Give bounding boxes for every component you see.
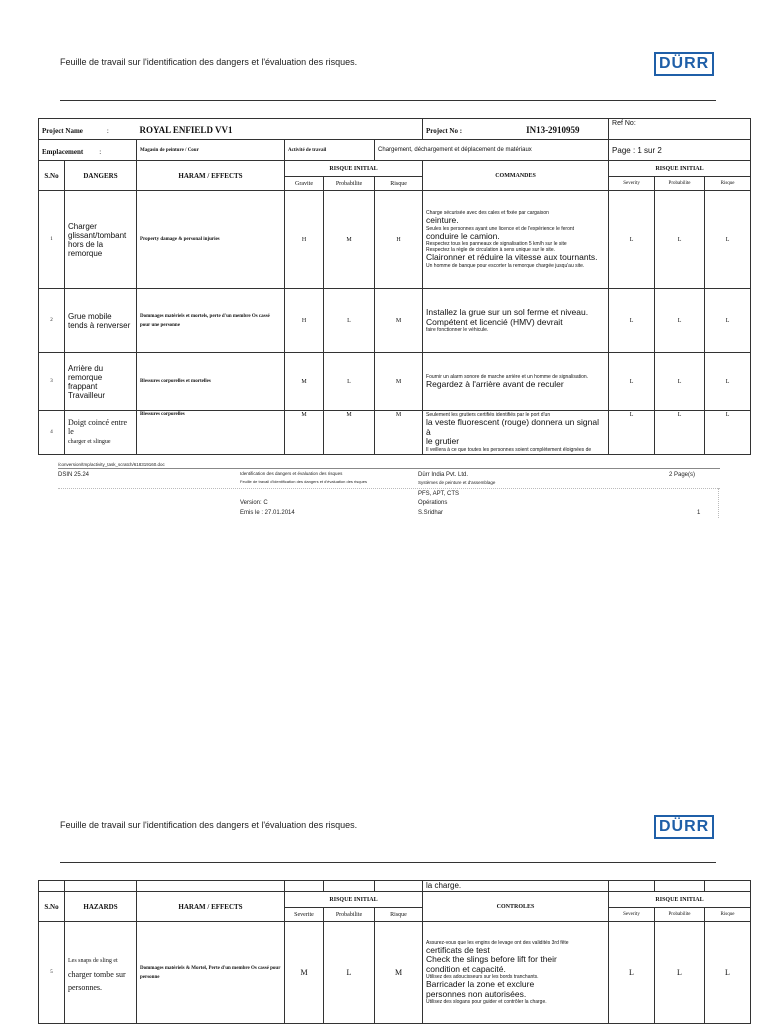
- gravite-value: M: [285, 353, 324, 411]
- risque-2-value: L: [705, 353, 751, 411]
- control-line: personnes non autorisées.: [426, 988, 527, 999]
- risk-table-page2: [38, 880, 751, 1024]
- risque-value: H: [375, 191, 423, 289]
- risque-2-value: L: [705, 289, 751, 353]
- durr-logo: DÜRR: [654, 815, 714, 839]
- gravite-value: H: [285, 289, 324, 353]
- controls-cell: [423, 353, 609, 411]
- activity-label: Activité de travail: [285, 140, 375, 161]
- control-line: Charge sécurisée avec des cales et fixée par cargaison: [426, 210, 549, 217]
- risque-2-value: L: [705, 191, 751, 289]
- probabilite-2-value: L: [655, 353, 705, 411]
- effect-text: Dommages matériels & Mortel, Perte d'un membre Os cassé pour personne: [137, 922, 285, 1024]
- col-risk-initial-2: RISQUE INITIAL: [609, 892, 751, 908]
- col-commandes: COMMANDES: [423, 161, 609, 191]
- col-risque-2: Risque: [705, 908, 751, 922]
- danger-text: Doigt coincé entre le: [68, 417, 128, 436]
- controls-cell: [423, 289, 609, 353]
- risque-value: M: [375, 289, 423, 353]
- danger-text: Arrière du remorque frappant Travailleur: [65, 353, 137, 411]
- table-row: [39, 289, 751, 353]
- footer-doc-title: Identification des dangers et évaluation des risques: [240, 471, 343, 476]
- control-line: Fournir un alarm sonore de marche arrière et un homme de signalisation.: [426, 373, 589, 380]
- footer-dotted-line: [58, 488, 720, 489]
- page-info: Page : 1 sur 2: [609, 140, 751, 161]
- footer-doc-sub: Feuille de travail d'identification des dangers et d'évaluation des risques: [240, 479, 367, 484]
- activity-value: Chargement, déchargement et déplacement de matériaux: [375, 140, 609, 161]
- control-line: le grutier: [426, 436, 460, 446]
- control-line: conduire le camion.: [426, 230, 500, 241]
- col-dangers: DANGERS: [65, 161, 137, 191]
- row-number: 2: [39, 289, 65, 353]
- severity-value: L: [609, 411, 655, 455]
- emplacement-label: Emplacement: [42, 148, 84, 156]
- probabilite-2-value: L: [655, 289, 705, 353]
- table-row: [39, 922, 751, 1024]
- col-probabilite-2: Probabilite: [655, 908, 705, 922]
- risque-value: M: [375, 353, 423, 411]
- probabilite-2-value: L: [655, 922, 705, 1024]
- control-line: Claironner et réduire la vitesse aux tournants.: [426, 252, 598, 263]
- footer-dsin: DSIN 25.24: [58, 472, 90, 478]
- control-line: Assurez-vous que les engins de levage ont des validités 3rd fête: [426, 939, 569, 946]
- col-severity: Severity: [609, 177, 655, 191]
- risque-value: M: [375, 411, 423, 455]
- column-header-row: [39, 892, 751, 908]
- control-line: Check the slings before lift for their: [426, 954, 557, 965]
- footer-page-no: 1: [697, 510, 701, 516]
- control-line: certificats de test: [426, 944, 490, 955]
- danger-text: Grue mobile tends à renverser: [65, 289, 137, 353]
- risque-2-value: L: [705, 411, 751, 455]
- effect-text: Dommages matériels et mortels, perte d'un membre Os cassé pour une personne: [137, 289, 285, 353]
- durr-logo: DÜRR: [654, 52, 714, 76]
- col-effects: HARAM / EFFECTS: [137, 892, 285, 922]
- table-row: [39, 191, 751, 289]
- project-name-label: Project Name: [42, 127, 83, 135]
- control-line: Respectez tous les panneaux de signalisation 5 km/h sur le site: [426, 241, 567, 248]
- row-number: 5: [39, 922, 65, 1024]
- page2-title: Feuille de travail sur l'identification des dangers et l'évaluation des risques.: [60, 820, 358, 830]
- project-name-value: ROYAL ENFIELD VV1: [139, 125, 233, 135]
- control-line: condition et capacité.: [426, 963, 506, 974]
- footer-pages: 2 Page(s): [669, 472, 696, 478]
- control-line: faire fonctionner le véhicule.: [426, 327, 489, 333]
- probabilite-2-value: L: [655, 191, 705, 289]
- col-sno: S.No: [39, 892, 65, 922]
- probabilite-value: L: [324, 922, 375, 1024]
- hazard-line: Les snaps de sling et: [68, 958, 118, 964]
- column-header-row: [39, 161, 751, 177]
- hazard-line: personnes.: [68, 983, 102, 992]
- gravite-value: H: [285, 191, 324, 289]
- control-line: Compétent et licencié (HMV) devrait: [426, 316, 563, 327]
- risk-table-page1: [38, 118, 751, 455]
- footer-dotted-edge: [718, 488, 719, 518]
- footer-version: Version: C: [240, 500, 268, 506]
- col-risque-2: Risque: [705, 177, 751, 191]
- gravite-value: M: [285, 922, 324, 1024]
- colon: :: [106, 127, 109, 135]
- effect-text: Property damage & personal injuries: [137, 191, 285, 289]
- footer-divider: [58, 468, 720, 469]
- ref-no: Ref No:: [609, 119, 751, 140]
- row-number: 3: [39, 353, 65, 411]
- colon: :: [99, 148, 102, 156]
- footer-ops: Opérations: [418, 500, 448, 506]
- col-severite: Severite: [285, 908, 324, 922]
- control-line: Regardez à l'arrière avant de reculer: [426, 378, 564, 389]
- footer-dept: PFS, APT, CTS: [418, 491, 460, 497]
- probabilite-value: M: [324, 191, 375, 289]
- row-number: 1: [39, 191, 65, 289]
- control-line: Installez la grue sur un sol ferme et niveau.: [426, 307, 589, 317]
- controls-cell: [423, 191, 609, 289]
- col-controles: CONTROLES: [423, 892, 609, 922]
- control-line: ceinture.: [426, 215, 459, 226]
- footer-emis: Emis le : 27.01.2014: [240, 510, 295, 516]
- emplacement-row: [39, 140, 751, 161]
- col-risque: Risque: [375, 177, 423, 191]
- gravite-value: M: [285, 411, 324, 455]
- col-probabilite-2: Probabilite: [655, 177, 705, 191]
- title-divider: [60, 100, 716, 101]
- control-line: Seules les personnes ayant une licence et de l'expérience le feront: [426, 225, 575, 232]
- control-line: Seulement les grutiers certifiés identifiés par le port d'un: [426, 412, 551, 418]
- col-hazards: HAZARDS: [65, 892, 137, 922]
- danger-text-small: charger et slingue: [68, 438, 111, 445]
- row-number: 4: [39, 411, 65, 455]
- probabilite-2-value: L: [655, 411, 705, 455]
- hazard-line: charger tombe sur: [68, 970, 126, 979]
- page1-title: Feuille de travail sur l'identification des dangers et l'évaluation des risques.: [60, 57, 358, 67]
- table-row: [39, 353, 751, 411]
- effect-text: Blessures corporelles et mortelles: [137, 353, 285, 411]
- control-line: Un homme de banque pour escorter la remorque chargée jusqu'au site.: [426, 262, 585, 269]
- col-gravite: Gravite: [285, 177, 324, 191]
- controls-cell: [423, 922, 609, 1024]
- project-no-value: IN13-2910959: [526, 125, 580, 135]
- col-severity: Severity: [609, 908, 655, 922]
- carryover-row: [39, 881, 751, 892]
- risque-2-value: L: [705, 922, 751, 1024]
- control-line: Barricader la zone et exclure: [426, 979, 535, 990]
- emplacement-value: Magasin de peinture / Cour: [137, 140, 285, 161]
- probabilite-value: L: [324, 289, 375, 353]
- severity-value: L: [609, 353, 655, 411]
- project-no-label: Project No :: [426, 127, 463, 135]
- col-effects: HARAM / EFFECTS: [137, 161, 285, 191]
- severity-value: L: [609, 191, 655, 289]
- table-row: [39, 411, 751, 455]
- probabilite-value: L: [324, 353, 375, 411]
- severity-value: L: [609, 289, 655, 353]
- col-risque: Risque: [375, 908, 423, 922]
- control-line: Utilisez des adoucisseurs sur les bords tranchants.: [426, 974, 539, 981]
- effect-text: Blessures corporelles: [137, 411, 285, 455]
- title-divider: [60, 862, 716, 863]
- carryover-text: la charge.: [423, 881, 609, 892]
- col-risk-initial-2: RISQUE INITIAL: [609, 161, 751, 177]
- control-line: Utilisez des slogans pour guider et contrôler la charge.: [426, 999, 547, 1006]
- col-probabilite: Probabilite: [324, 177, 375, 191]
- footer-company-sub: Systèmes de peinture et d'assemblage: [418, 480, 496, 485]
- danger-text: Charger glissant/tombant hors de la remorque: [65, 191, 137, 289]
- col-risk-initial: RISQUE INITIAL: [285, 892, 423, 908]
- project-row: [39, 119, 751, 140]
- probabilite-value: M: [324, 411, 375, 455]
- col-sno: S.No: [39, 161, 65, 191]
- footer-path: /conversion/tmp/activity_task_scratch/618319160.doc: [58, 462, 165, 467]
- risque-value: M: [375, 922, 423, 1024]
- control-line: Respectez la règle de circulation à sens unique sur le site.: [426, 247, 555, 254]
- control-line: Il veillera à ce que toutes les personnes soient complètement éloignées de: [426, 446, 592, 453]
- controls-cell: [423, 411, 609, 455]
- footer-company: Dürr India Pvt. Ltd.: [418, 472, 469, 478]
- severity-value: L: [609, 922, 655, 1024]
- control-line: la veste fluorescent (rouge) donnera un signal à: [426, 417, 599, 437]
- col-probabilite: Probabilite: [324, 908, 375, 922]
- col-risk-initial: RISQUE INITIAL: [285, 161, 423, 177]
- footer-person: S.Sridhar: [418, 510, 444, 516]
